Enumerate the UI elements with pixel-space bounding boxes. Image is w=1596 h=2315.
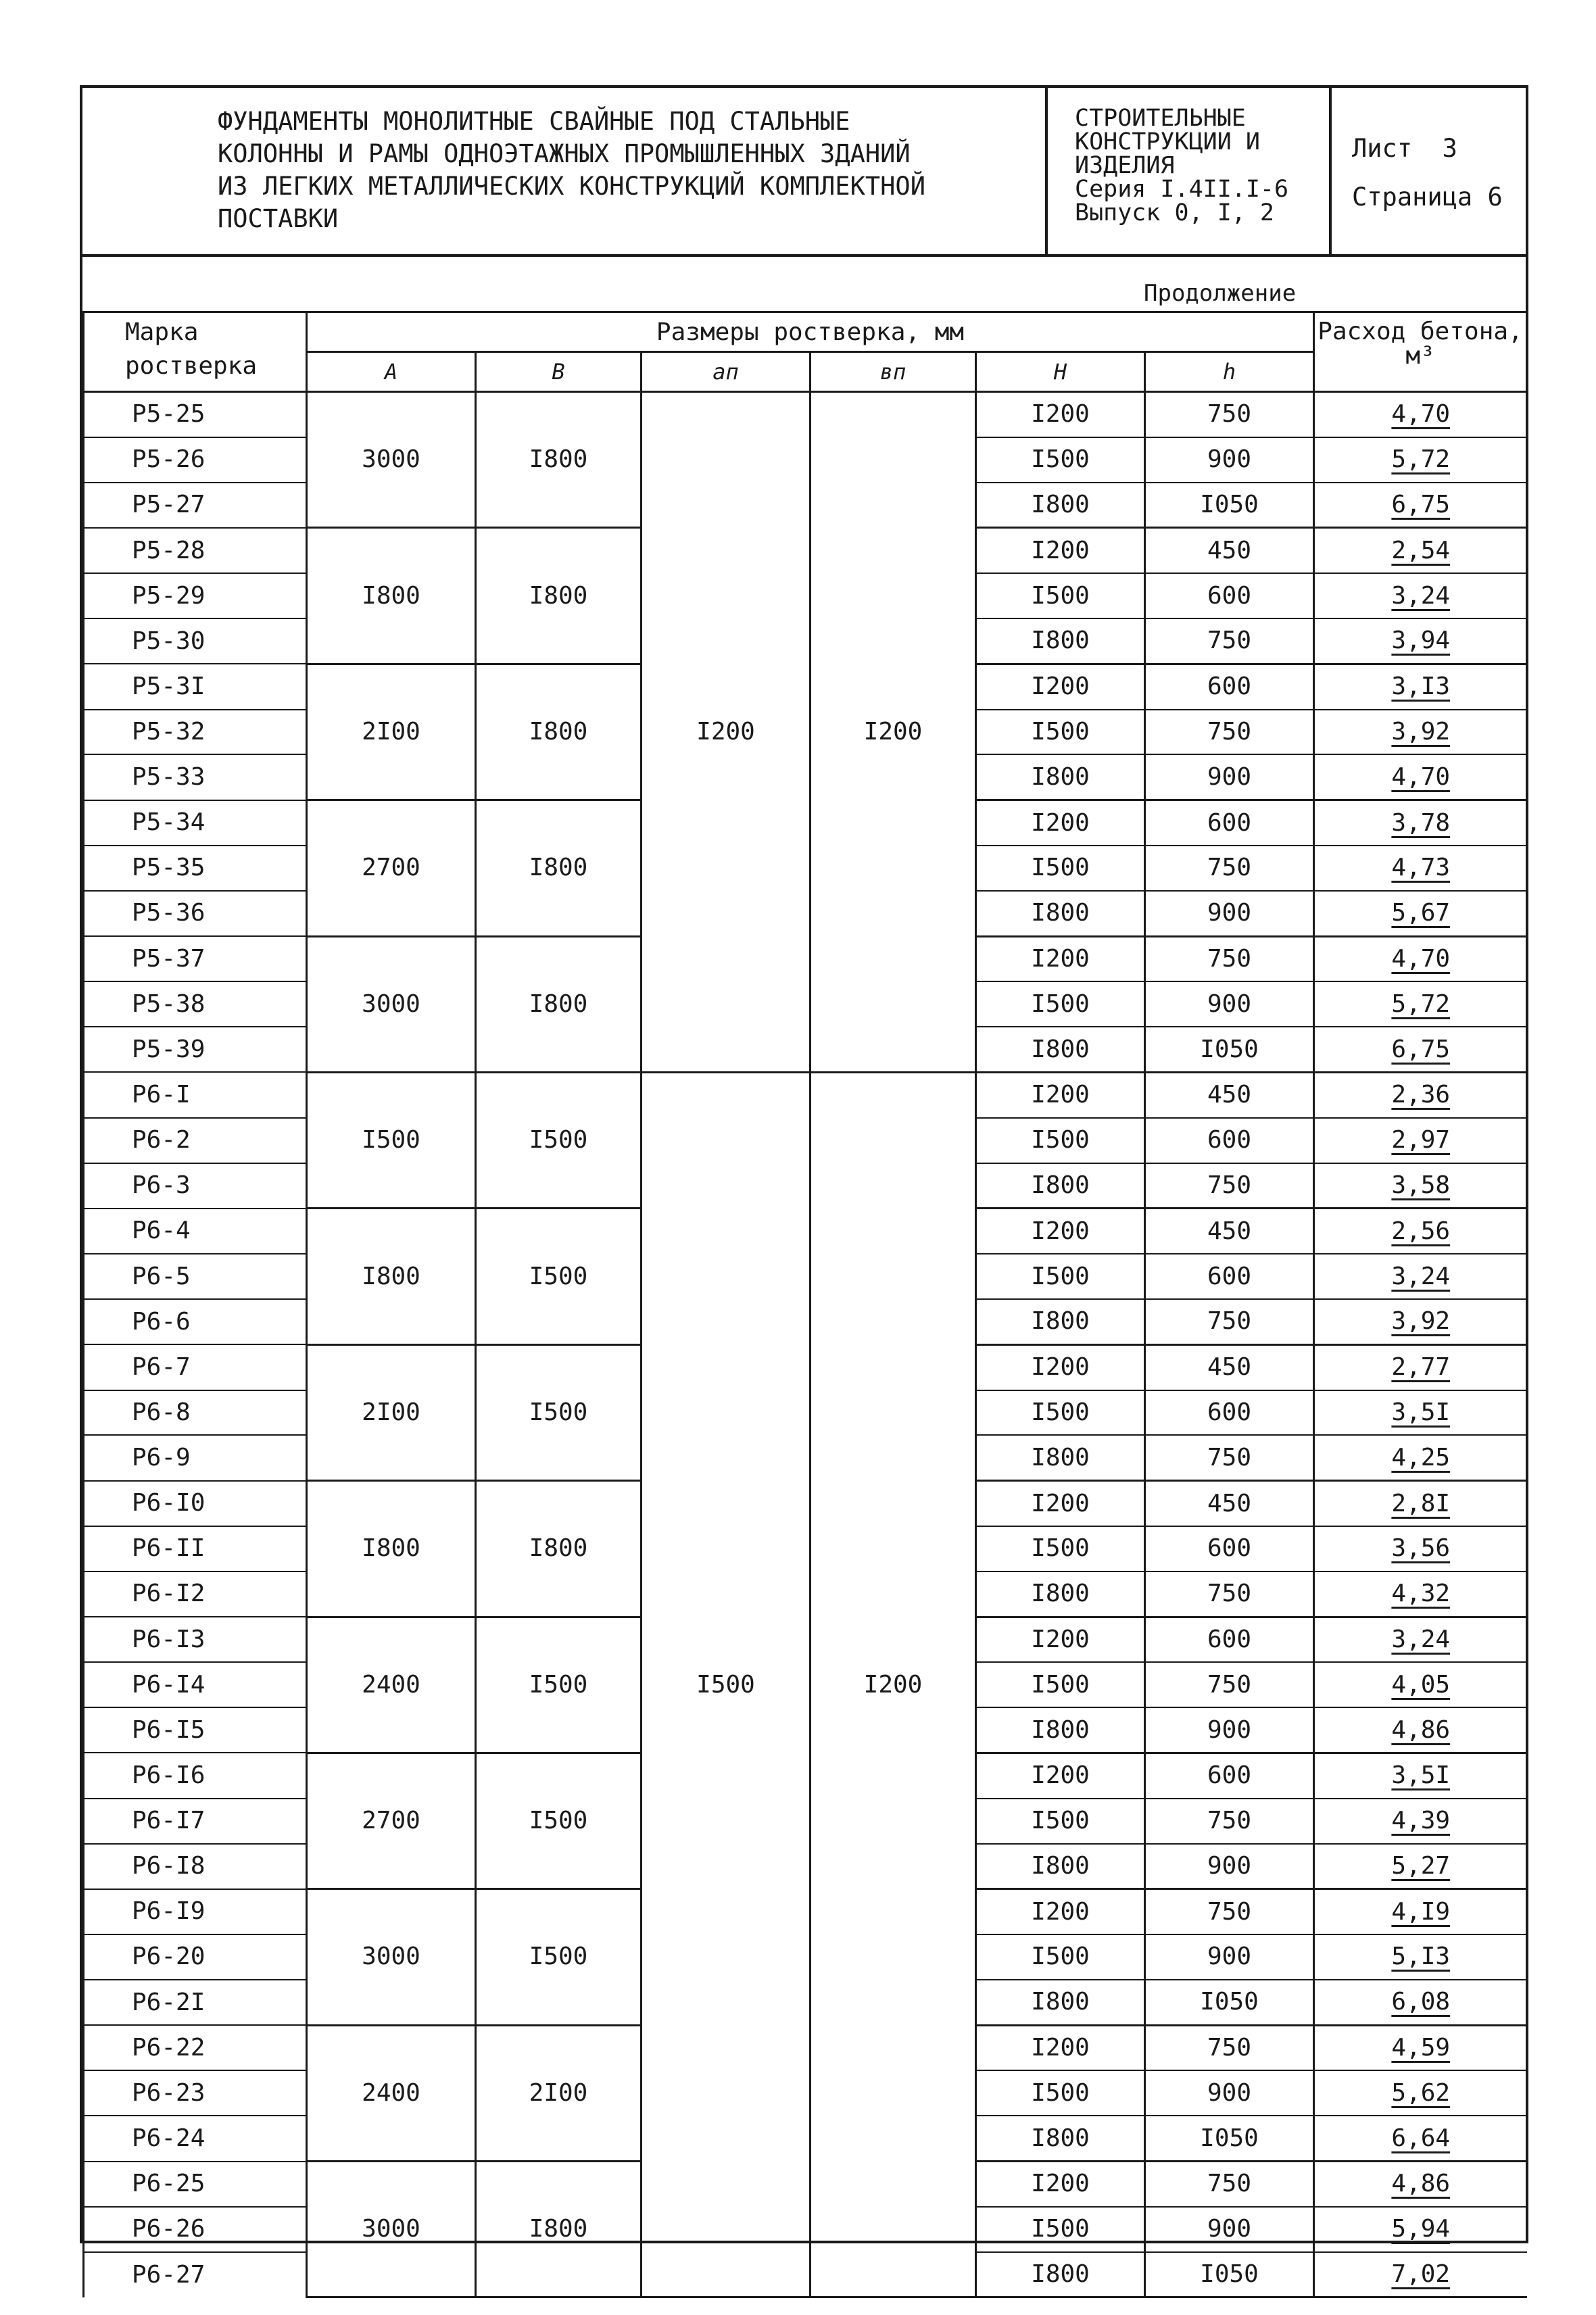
cell-h: 750 (1145, 710, 1314, 755)
cell-H: I200 (976, 2025, 1145, 2070)
cell-h: 750 (1145, 2162, 1314, 2207)
col-header-h: h (1145, 352, 1314, 392)
cell-mark: Р5-25 (84, 392, 307, 437)
concrete-value: 4,05 (1391, 1670, 1451, 1699)
table-row (84, 1072, 1527, 1117)
cell-h: 900 (1145, 1934, 1314, 1980)
continuation-label: Продолжение (1144, 280, 1297, 307)
cell-H: I500 (976, 1799, 1145, 1844)
col-header-H: H (976, 352, 1145, 392)
cell-concrete (1314, 1571, 1527, 1617)
cell-H: I800 (976, 754, 1145, 800)
cell-concrete (1314, 664, 1527, 709)
cell-B: I800 (476, 1481, 642, 1617)
cell-concrete (1314, 2162, 1527, 2207)
col-header-mark: Марка ростверка (84, 312, 307, 392)
cell-mark: Р6-I0 (84, 1481, 307, 1526)
cell-mark: Р6-25 (84, 2162, 307, 2207)
cell-B: I500 (476, 1617, 642, 1753)
cell-H: I800 (976, 1027, 1145, 1072)
col-header-dimensions: Размеры ростверка, мм (307, 312, 1314, 352)
cell-h: 750 (1145, 846, 1314, 891)
cell-concrete (1314, 1344, 1527, 1390)
cell-mark: Р5-37 (84, 936, 307, 981)
cell-h: 900 (1145, 1707, 1314, 1753)
concrete-value: 3,24 (1391, 1625, 1451, 1653)
col-header-concrete: Расход бетона, м³ (1314, 312, 1527, 392)
title-line: КОЛОННЫ И РАМЫ ОДНОЭТАЖНЫХ ПРОМЫШЛЕННЫХ ЗДАНИЙ (218, 139, 911, 168)
cell-mark: Р6-I3 (84, 1617, 307, 1662)
title-block (82, 88, 1526, 257)
cell-h: 750 (1145, 392, 1314, 437)
concrete-value: 6,64 (1391, 2124, 1451, 2152)
cell-h: 450 (1145, 1344, 1314, 1390)
cell-B: 2I00 (476, 2025, 642, 2161)
cell-H: I800 (976, 1844, 1145, 1889)
concrete-value: 2,77 (1391, 1353, 1451, 1382)
cell-h: 750 (1145, 618, 1314, 664)
cell-B: I500 (476, 1072, 642, 1208)
cell-concrete (1314, 1844, 1527, 1889)
concrete-value: 5,72 (1391, 990, 1451, 1018)
cell-mark: Р6-9 (84, 1435, 307, 1480)
cell-H: I800 (976, 483, 1145, 528)
cell-concrete (1314, 437, 1527, 483)
cell-H: I200 (976, 1481, 1145, 1526)
cell-h: 900 (1145, 891, 1314, 936)
sheet-block (1329, 88, 1526, 254)
table-row (84, 392, 1527, 437)
concrete-value: 4,I9 (1391, 1897, 1451, 1926)
cell-mark: Р6-26 (84, 2207, 307, 2252)
cell-A: 2400 (307, 2025, 476, 2161)
cell-mark: Р6-22 (84, 2025, 307, 2070)
concrete-value: 6,08 (1391, 1988, 1451, 2016)
cell-h: 450 (1145, 528, 1314, 573)
cell-H: I500 (976, 1526, 1145, 1571)
concrete-value: 5,27 (1391, 1851, 1451, 1880)
cell-H: I800 (976, 1435, 1145, 1480)
concrete-value: 6,75 (1391, 490, 1451, 518)
cell-mark: Р6-5 (84, 1254, 307, 1299)
cell-concrete (1314, 2070, 1527, 2116)
cell-concrete (1314, 1299, 1527, 1344)
concrete-value: 2,36 (1391, 1081, 1451, 1109)
cell-mark: Р6-I9 (84, 1889, 307, 1934)
concrete-value: 3,92 (1391, 1307, 1451, 1336)
concrete-value: 4,86 (1391, 2170, 1451, 2198)
cell-concrete (1314, 891, 1527, 936)
cell-concrete (1314, 1027, 1527, 1072)
cell-B: I800 (476, 528, 642, 664)
concrete-value: 3,56 (1391, 1534, 1451, 1563)
cell-concrete (1314, 1481, 1527, 1526)
cell-mark: Р6-I8 (84, 1844, 307, 1889)
series-line: Серия I.4II.I-6 (1075, 176, 1289, 203)
cell-concrete (1314, 800, 1527, 846)
concrete-value: 4,70 (1391, 400, 1451, 429)
cell-mark: Р5-38 (84, 981, 307, 1027)
cell-h: 750 (1145, 1435, 1314, 1480)
cell-h: 750 (1145, 936, 1314, 981)
cell-H: I800 (976, 1163, 1145, 1209)
cell-H: I500 (976, 573, 1145, 618)
cell-bn: I200 (811, 392, 976, 1073)
cell-A: 3000 (307, 2162, 476, 2297)
cell-A: 2700 (307, 1753, 476, 1888)
cell-H: I200 (976, 1072, 1145, 1117)
cell-B: I500 (476, 1209, 642, 1344)
cell-bn: I200 (811, 1072, 976, 2297)
cell-h: 900 (1145, 2207, 1314, 2252)
cell-h: 600 (1145, 1617, 1314, 1662)
cell-mark: Р6-II (84, 1526, 307, 1571)
concrete-value: 4,59 (1391, 2034, 1451, 2062)
col-header-bn: вп (811, 352, 976, 392)
cell-h: 750 (1145, 2025, 1314, 2070)
cell-h: 750 (1145, 1889, 1314, 1934)
dimensions-table (82, 311, 1528, 2298)
cell-concrete (1314, 1934, 1527, 1980)
cell-A: 2I00 (307, 1344, 476, 1480)
concrete-value: 3,5I (1391, 1398, 1451, 1426)
cell-H: I200 (976, 936, 1145, 981)
cell-B: I800 (476, 392, 642, 528)
cell-A: 3000 (307, 392, 476, 528)
cell-H: I500 (976, 1254, 1145, 1299)
cell-B: I800 (476, 2162, 642, 2297)
cell-concrete (1314, 618, 1527, 664)
cell-h: 600 (1145, 1390, 1314, 1436)
concrete-value: 6,75 (1391, 1035, 1451, 1063)
cell-concrete (1314, 573, 1527, 618)
title-line: ИЗ ЛЕГКИХ МЕТАЛЛИЧЕСКИХ КОНСТРУКЦИЙ КОМПЛЕКТНОЙ (218, 172, 925, 201)
cell-H: I500 (976, 437, 1145, 483)
cell-mark: Р5-26 (84, 437, 307, 483)
concrete-value: 4,32 (1391, 1580, 1451, 1608)
concrete-value: 2,54 (1391, 536, 1451, 564)
cell-A: 2400 (307, 1617, 476, 1753)
cell-A: I800 (307, 1481, 476, 1617)
cell-h: 750 (1145, 1571, 1314, 1617)
concrete-value: 3,5I (1391, 1761, 1451, 1790)
cell-B: I500 (476, 1753, 642, 1888)
cell-concrete (1314, 1390, 1527, 1436)
title-line: ПОСТАВКИ (218, 204, 339, 233)
cell-h: 900 (1145, 2070, 1314, 2116)
cell-B: I800 (476, 664, 642, 800)
cell-concrete (1314, 1889, 1527, 1934)
cell-concrete (1314, 2252, 1527, 2297)
series-line: Выпуск 0, I, 2 (1075, 199, 1275, 226)
cell-mark: Р5-35 (84, 846, 307, 891)
cell-h: 600 (1145, 1753, 1314, 1798)
cell-mark: Р6-27 (84, 2252, 307, 2297)
concrete-value: 4,70 (1391, 762, 1451, 791)
cell-mark: Р6-I5 (84, 1707, 307, 1753)
cell-h: I050 (1145, 1027, 1314, 1072)
cell-A: I500 (307, 1072, 476, 1208)
cell-concrete (1314, 1163, 1527, 1209)
concrete-value: 5,94 (1391, 2215, 1451, 2243)
cell-concrete (1314, 1753, 1527, 1798)
cell-h: I050 (1145, 2116, 1314, 2161)
cell-mark: Р6-3 (84, 1163, 307, 1209)
cell-H: I800 (976, 2116, 1145, 2161)
cell-mark: Р6-7 (84, 1344, 307, 1390)
cell-concrete (1314, 1254, 1527, 1299)
concrete-value: 3,92 (1391, 717, 1451, 746)
concrete-value: 4,73 (1391, 854, 1451, 882)
cell-H: I500 (976, 2070, 1145, 2116)
cell-h: 600 (1145, 664, 1314, 709)
cell-concrete (1314, 2025, 1527, 2070)
cell-concrete (1314, 2116, 1527, 2161)
cell-h: 900 (1145, 981, 1314, 1027)
cell-concrete (1314, 981, 1527, 1027)
concrete-value: 5,I3 (1391, 1943, 1451, 1971)
drawing-frame (80, 85, 1528, 2289)
cell-H: I200 (976, 2162, 1145, 2207)
cell-an: I500 (642, 1072, 811, 2297)
cell-concrete (1314, 1662, 1527, 1707)
cell-H: I500 (976, 981, 1145, 1027)
concrete-value: 4,39 (1391, 1807, 1451, 1835)
cell-concrete (1314, 754, 1527, 800)
concrete-value: 2,56 (1391, 1217, 1451, 1245)
series-block (1045, 88, 1329, 254)
cell-B: I800 (476, 936, 642, 1072)
cell-H: I500 (976, 1390, 1145, 1436)
concrete-value: 3,94 (1391, 627, 1451, 655)
cell-concrete (1314, 1707, 1527, 1753)
cell-mark: Р5-34 (84, 800, 307, 846)
cell-h: 450 (1145, 1481, 1314, 1526)
cell-h: 600 (1145, 1526, 1314, 1571)
concrete-value: 4,25 (1391, 1443, 1451, 1471)
concrete-value: 3,24 (1391, 581, 1451, 610)
cell-H: I500 (976, 846, 1145, 891)
cell-A: I800 (307, 528, 476, 664)
concrete-value: 4,70 (1391, 944, 1451, 973)
cell-concrete (1314, 846, 1527, 891)
series-line: СТРОИТЕЛЬНЫЕ (1075, 105, 1246, 132)
cell-h: I050 (1145, 483, 1314, 528)
concrete-value: 5,62 (1391, 2078, 1451, 2107)
cell-H: I800 (976, 1571, 1145, 1617)
concrete-value: 3,78 (1391, 808, 1451, 837)
cell-H: I800 (976, 2252, 1145, 2297)
cell-h: 900 (1145, 1844, 1314, 1889)
cell-mark: Р6-I (84, 1072, 307, 1117)
page-number: Страница 6 (1352, 182, 1503, 212)
cell-concrete (1314, 710, 1527, 755)
cell-h: 750 (1145, 1163, 1314, 1209)
cell-H: I200 (976, 1889, 1145, 1934)
cell-H: I500 (976, 1662, 1145, 1707)
cell-concrete (1314, 1435, 1527, 1480)
cell-mark: Р5-33 (84, 754, 307, 800)
cell-H: I500 (976, 710, 1145, 755)
cell-mark: Р6-I2 (84, 1571, 307, 1617)
cell-A: 3000 (307, 1889, 476, 2025)
cell-concrete (1314, 1209, 1527, 1254)
cell-concrete (1314, 2207, 1527, 2252)
cell-an: I200 (642, 392, 811, 1073)
cell-concrete (1314, 936, 1527, 981)
cell-H: I500 (976, 1118, 1145, 1163)
cell-concrete (1314, 1526, 1527, 1571)
cell-H: I800 (976, 1980, 1145, 2025)
cell-H: I200 (976, 1617, 1145, 1662)
concrete-value: 2,97 (1391, 1126, 1451, 1154)
col-header-B: B (476, 352, 642, 392)
cell-h: 600 (1145, 1254, 1314, 1299)
cell-H: I200 (976, 1344, 1145, 1390)
document-title (218, 105, 1110, 235)
cell-A: 3000 (307, 936, 476, 1072)
cell-mark: Р6-2I (84, 1980, 307, 2025)
cell-mark: Р6-23 (84, 2070, 307, 2116)
col-header-A: A (307, 352, 476, 392)
cell-mark: Р6-6 (84, 1299, 307, 1344)
cell-h: 600 (1145, 573, 1314, 618)
cell-H: I200 (976, 664, 1145, 709)
cell-A: 2I00 (307, 664, 476, 800)
cell-mark: Р6-4 (84, 1209, 307, 1254)
cell-h: 750 (1145, 1299, 1314, 1344)
sheet-number: Лист 3 (1352, 134, 1457, 163)
cell-mark: Р5-27 (84, 483, 307, 528)
cell-H: I200 (976, 800, 1145, 846)
cell-B: I500 (476, 1344, 642, 1480)
cell-mark: Р5-28 (84, 528, 307, 573)
cell-H: I800 (976, 891, 1145, 936)
concrete-value: 7,02 (1391, 2260, 1451, 2289)
cell-B: I800 (476, 800, 642, 936)
cell-h: 750 (1145, 1799, 1314, 1844)
cell-concrete (1314, 1118, 1527, 1163)
cell-h: 450 (1145, 1209, 1314, 1254)
cell-concrete (1314, 1617, 1527, 1662)
cell-mark: Р6-8 (84, 1390, 307, 1436)
cell-concrete (1314, 528, 1527, 573)
cell-B: I500 (476, 1889, 642, 2025)
cell-mark: Р5-3I (84, 664, 307, 709)
cell-concrete (1314, 1980, 1527, 2025)
concrete-value: 4,86 (1391, 1715, 1451, 1744)
cell-H: I800 (976, 1299, 1145, 1344)
cell-mark: Р5-32 (84, 710, 307, 755)
cell-h: 600 (1145, 800, 1314, 846)
concrete-value: 2,8I (1391, 1489, 1451, 1517)
cell-h: I050 (1145, 2252, 1314, 2297)
cell-mark: Р5-39 (84, 1027, 307, 1072)
title-line: ФУНДАМЕНТЫ МОНОЛИТНЫЕ СВАЙНЫЕ ПОД СТАЛЬНЫЕ (218, 107, 850, 136)
cell-mark: Р6-I7 (84, 1799, 307, 1844)
cell-H: I500 (976, 2207, 1145, 2252)
cell-H: I800 (976, 1707, 1145, 1753)
cell-concrete (1314, 1072, 1527, 1117)
cell-A: 2700 (307, 800, 476, 936)
cell-mark: Р6-2 (84, 1118, 307, 1163)
series-line: ИЗДЕЛИЯ (1075, 152, 1175, 179)
cell-h: 750 (1145, 1662, 1314, 1707)
concrete-value: 3,I3 (1391, 673, 1451, 701)
cell-H: I200 (976, 1753, 1145, 1798)
concrete-value: 3,58 (1391, 1171, 1451, 1199)
cell-concrete (1314, 1799, 1527, 1844)
cell-h: 900 (1145, 754, 1314, 800)
concrete-value: 5,67 (1391, 899, 1451, 927)
cell-H: I500 (976, 1934, 1145, 1980)
cell-mark: Р6-20 (84, 1934, 307, 1980)
cell-h: 600 (1145, 1118, 1314, 1163)
cell-H: I200 (976, 528, 1145, 573)
cell-mark: Р6-I6 (84, 1753, 307, 1798)
cell-concrete (1314, 392, 1527, 437)
cell-mark: Р6-24 (84, 2116, 307, 2161)
concrete-value: 5,72 (1391, 445, 1451, 474)
cell-H: I200 (976, 1209, 1145, 1254)
series-line: КОНСТРУКЦИИ И (1075, 128, 1260, 155)
col-header-an: aп (642, 352, 811, 392)
cell-h: 900 (1145, 437, 1314, 483)
cell-h: 450 (1145, 1072, 1314, 1117)
cell-mark: Р6-I4 (84, 1662, 307, 1707)
cell-H: I800 (976, 618, 1145, 664)
cell-concrete (1314, 483, 1527, 528)
table-body (84, 392, 1527, 2297)
cell-mark: Р5-30 (84, 618, 307, 664)
concrete-value: 3,24 (1391, 1262, 1451, 1290)
cell-h: I050 (1145, 1980, 1314, 2025)
cell-A: I800 (307, 1209, 476, 1344)
cell-mark: Р5-29 (84, 573, 307, 618)
cell-mark: Р5-36 (84, 891, 307, 936)
cell-H: I200 (976, 392, 1145, 437)
